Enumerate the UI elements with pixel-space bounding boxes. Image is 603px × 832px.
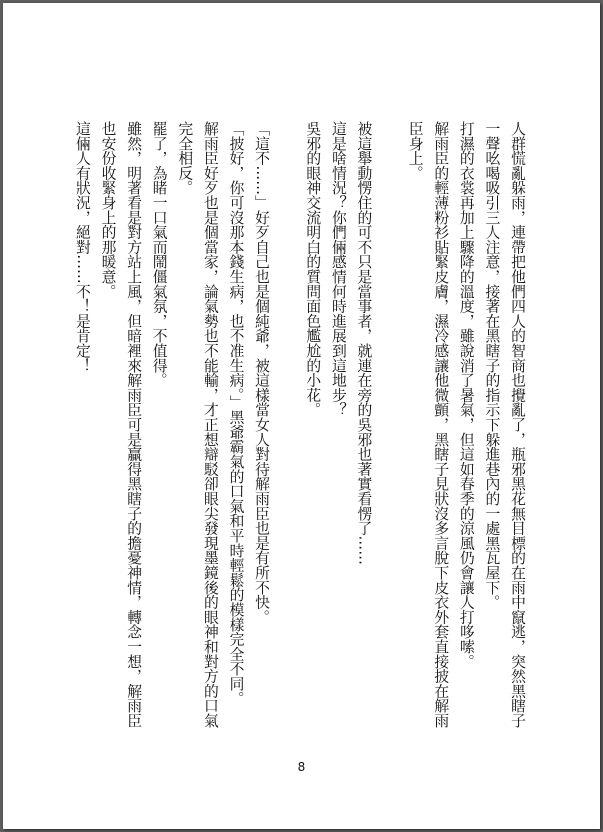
- paragraph: 人群慌亂躲雨，連帶把他們四人的智商也攪亂了，瓶邪黑花無目標的在雨中竄逃，突然黑瞎子一聲吆喝吸引三人注意，接著在黑瞎子的指示下躲進巷內的一處黑瓦屋下。: [483, 121, 526, 728]
- paragraph: 吳邪的眼神交流明白的質問面色尷尬的小花。: [304, 121, 322, 417]
- paragraph: 雖然，明著看是對方站上風，但暗裡來解雨臣可是贏得黑瞎子的擔憂神情，轉念一想，解雨臣也安份收緊身上的那暖意。: [99, 121, 143, 728]
- paragraph: 「這不……」好歹自己也是個純爺，被這樣當女人對待解雨臣也是有所不快。: [253, 121, 271, 625]
- paragraph: 「披好，你可沒那本錢生病，也不准生病。」黑爺霸氣的口氣和平時輕鬆的模樣完全不同。: [227, 121, 245, 706]
- document-page: [3, 3, 600, 829]
- paragraph: 解雨臣的輕薄粉衫貼緊皮膚，濕冷感讓他微顫，黑瞎子見狀沒多言脫下皮衣外套直接披在解雨臣身上。: [406, 121, 450, 728]
- paragraph: 解雨臣好歹也是個當家，論氣勢也不能輸，才正想辯駁卻眼尖發現墨鏡後的眼神和對方的口氣完全相反。: [176, 121, 219, 728]
- paragraph: 這倆人有狀況，絕對……不！是肯定！: [73, 121, 91, 373]
- page-number: 8: [297, 760, 306, 774]
- paragraph-gap: [274, 121, 300, 733]
- paragraph: 這是啥情況？你們倆感情何時進展到這地步？: [329, 121, 347, 417]
- paragraph: 被這舉動愣住的可不只是當事者，就連在旁的吳邪也著實看愣了……: [355, 121, 373, 565]
- paragraph-gap: [376, 121, 402, 733]
- paragraph: 打濕的衣裳再加上驟降的溫度，雖說消了暑氣，但這如春季的涼風仍會讓人打哆嗦。: [457, 121, 475, 669]
- paragraph: 罷了，為睹一口氣而鬧僵氣氛，不值得。: [150, 121, 168, 388]
- vertical-text-body: [69, 121, 530, 733]
